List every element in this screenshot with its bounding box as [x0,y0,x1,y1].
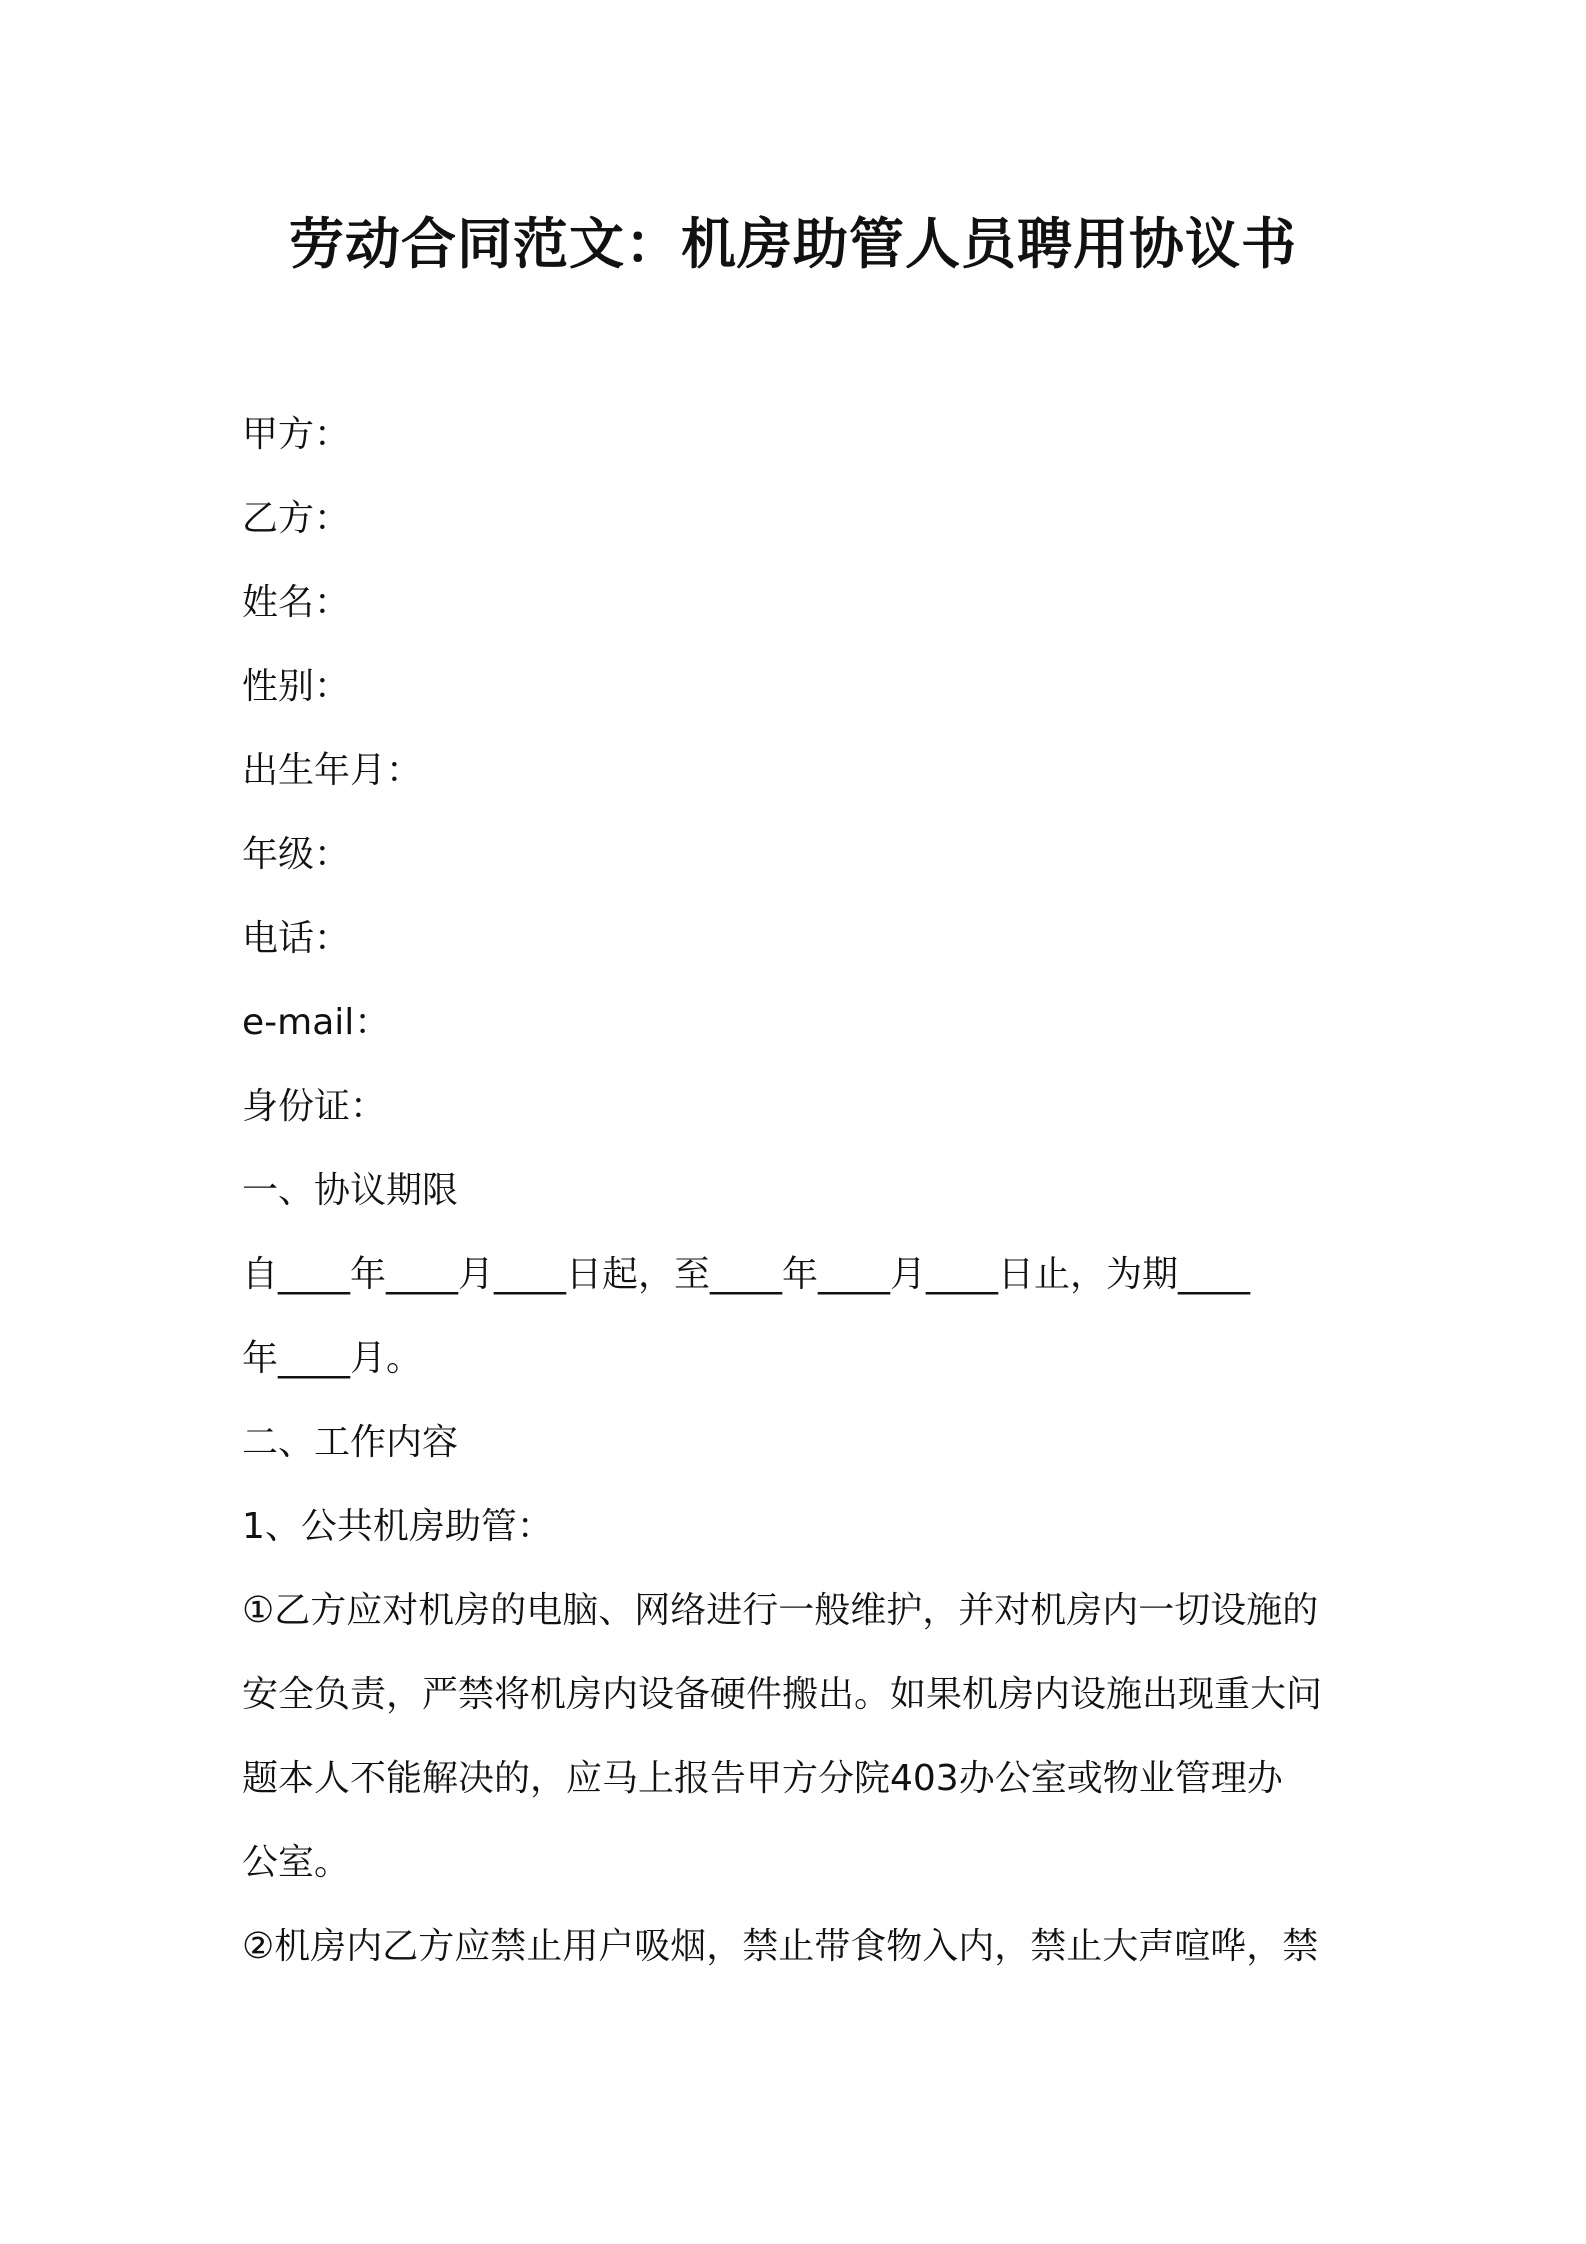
field-name: 姓名： [242,582,351,623]
field-party-a: 甲方： [242,414,351,455]
field-email: e-mail： [242,1002,391,1043]
paragraph-line: ②机房内乙方应禁止用户吸烟，禁止带食物入内，禁止大声喧哗，禁 [242,1926,1319,1967]
field-party-b: 乙方： [242,498,351,539]
field-grade: 年级： [242,834,351,875]
paragraph-line: 年____月。 [242,1338,423,1379]
paragraph-line: ①乙方应对机房的电脑、网络进行一般维护，并对机房内一切设施的 [242,1590,1319,1631]
paragraph-line: 公室。 [242,1842,351,1883]
field-phone: 电话： [242,918,351,959]
paragraph-line: 自____年____月____日起，至____年____月____日止，为期____ [242,1254,1251,1295]
paragraph-line: 题本人不能解决的，应马上报告甲方分院403办公室或物业管理办 [242,1758,1283,1799]
section-heading-term: 一、协议期限 [242,1170,459,1211]
field-gender: 性别： [242,666,351,707]
document-title: 劳动合同范文：机房助管人员聘用协议书 [288,212,1297,276]
field-birth-date: 出生年月： [242,750,423,791]
field-id-card: 身份证： [242,1086,387,1127]
paragraph-line: 安全负责，严禁将机房内设备硬件搬出。如果机房内设施出现重大问 [242,1674,1323,1715]
section-heading-content: 二、工作内容 [242,1422,459,1463]
subsection-heading: 1、公共机房助管： [242,1506,553,1547]
